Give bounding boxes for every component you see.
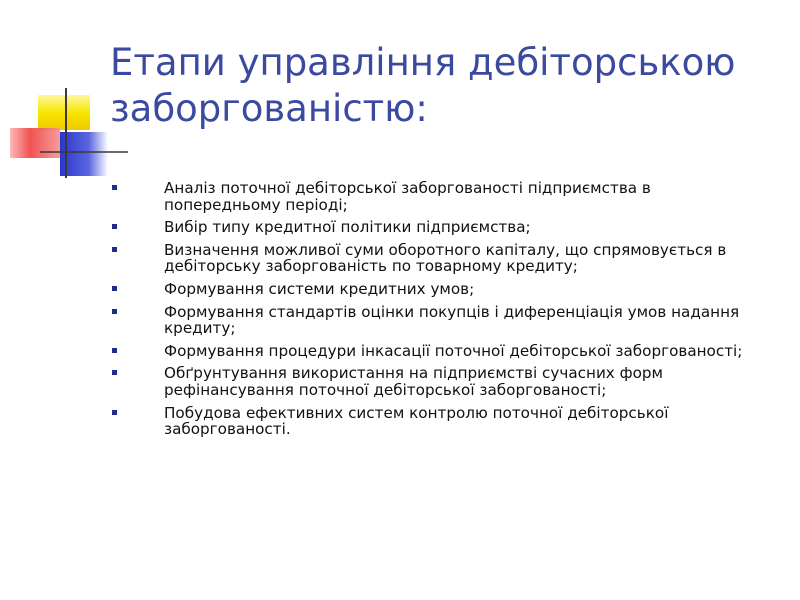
square-bullet-icon (112, 370, 117, 375)
square-bullet-icon (112, 348, 117, 353)
list-item (108, 405, 768, 438)
square-bullet-icon (112, 309, 117, 314)
list-item (108, 304, 768, 337)
list-item-text: Побудова ефективних систем контролю поточної дебіторської заборгованості. (164, 403, 669, 439)
list-item-text: Формування процедури інкасації поточної дебіторської заборгованості; (164, 341, 743, 360)
list-item (108, 365, 768, 398)
square-bullet-icon (112, 286, 117, 291)
list-item-text: Визначення можливої суми оборотного капіталу, що спрямовується в дебіторську заборгованість по товарному кредиту; (164, 240, 727, 276)
slide-title: Етапи управління дебіторською заборгованістю: (110, 41, 736, 130)
list-item-text: Обґрунтування використання на підприємстві сучасних форм рефінансування поточної дебіторської заборгованості; (164, 364, 663, 399)
square-bullet-icon (112, 410, 117, 415)
square-bullet-icon (112, 224, 117, 229)
list-item-text: Формування стандартів оцінки покупців і диференціація умов надання кредиту; (164, 302, 740, 338)
list-item (108, 281, 768, 298)
list-item (108, 180, 768, 213)
square-bullet-icon (112, 247, 117, 252)
list-item-text: Аналіз поточної дебіторської заборгованості підприємства в попередньому періоді; (164, 179, 651, 214)
list-item (108, 219, 768, 236)
list-item (108, 343, 768, 360)
list-item-text: Формування системи кредитних умов; (164, 279, 475, 298)
list-item (108, 242, 768, 275)
stages-list (108, 180, 768, 444)
square-bullet-icon (112, 185, 117, 190)
list-item-text: Вибір типу кредитної політики підприємства; (164, 218, 531, 237)
